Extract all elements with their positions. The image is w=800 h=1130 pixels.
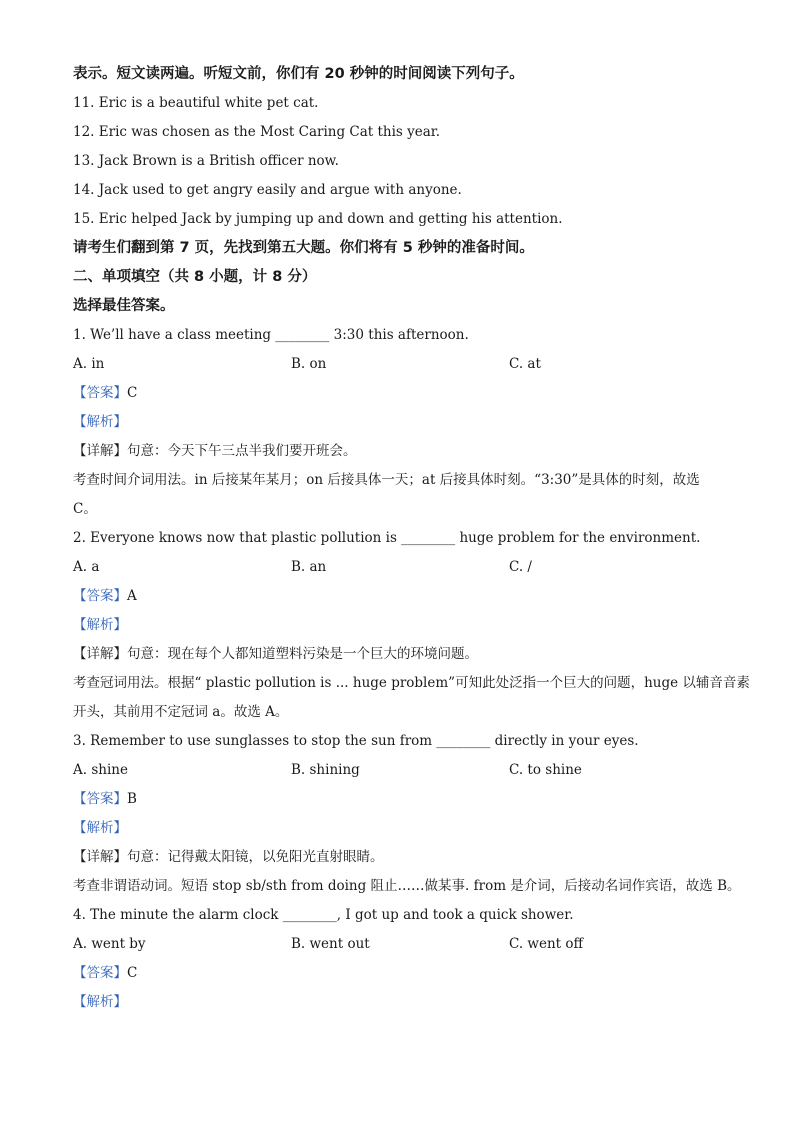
question-1-answer: [73, 379, 733, 408]
section-subheading: 选择最佳答案。: [73, 298, 175, 314]
question-1-analysis: [73, 408, 733, 437]
answer-label: 【答案】: [73, 385, 127, 401]
question-2-analysis: [73, 611, 733, 640]
listening-instruction: 表示。短文读两遍。听短文前，你们有 20 秒钟的时间阅读下列句子。: [73, 66, 524, 82]
question-2-detail: [73, 640, 733, 669]
question-1-detail: [73, 437, 733, 466]
question-1-explanation-cont: C。: [73, 501, 97, 517]
answer-value: C: [127, 965, 138, 981]
question-3-detail: [73, 843, 733, 872]
question-1-options: [73, 350, 733, 379]
question-4-option-a: A. went by: [73, 936, 146, 952]
statement-15: 15. Eric helped Jack by jumping up and down and getting his attention.: [73, 211, 563, 227]
question-4-analysis: [73, 988, 733, 1017]
question-4-option-b: B. went out: [291, 936, 370, 952]
analysis-label: 【解析】: [73, 994, 127, 1010]
question-2-answer: [73, 582, 733, 611]
question-3-explanation: 考查非谓语动词。短语 stop sb/sth from doing 阻止……做某事. from 是介词，后接动名词作宾语，故选 B。: [73, 878, 741, 894]
detail-text: 句意：今天下午三点半我们要开班会。: [127, 443, 357, 459]
detail-label: 【详解】: [73, 443, 127, 459]
question-4-answer: [73, 959, 733, 988]
question-3-analysis: [73, 814, 733, 843]
question-2-option-b: B. an: [291, 559, 327, 575]
statement-14: 14. Jack used to get angry easily and argue with anyone.: [73, 182, 462, 198]
statement-11: 11. Eric is a beautiful white pet cat.: [73, 95, 319, 111]
question-3-option-b: B. shining: [291, 762, 360, 778]
turn-page-instruction: 请考生们翻到第 7 页，先找到第五大题。你们将有 5 秒钟的准备时间。: [73, 240, 534, 256]
section-heading: 二、单项填空（共 8 小题，计 8 分）: [73, 269, 317, 285]
statement-13: 13. Jack Brown is a British officer now.: [73, 153, 339, 169]
question-2-explanation-cont: 开头，其前用不定冠词 a。故选 A。: [73, 704, 289, 720]
answer-value: A: [127, 588, 137, 604]
question-3-stem: 3. Remember to use sunglasses to stop the sun from ________ directly in your eyes.: [73, 733, 639, 749]
question-1-option-b: B. on: [291, 356, 327, 372]
detail-label: 【详解】: [73, 646, 127, 662]
question-1-stem: 1. We’ll have a class meeting ________ 3:30 this afternoon.: [73, 327, 469, 343]
detail-label: 【详解】: [73, 849, 127, 865]
answer-label: 【答案】: [73, 965, 127, 981]
detail-text: 句意：现在每个人都知道塑料污染是一个巨大的环境问题。: [127, 646, 478, 662]
question-4-option-c: C. went off: [509, 936, 584, 952]
question-2-options: [73, 553, 733, 582]
question-1-option-c: C. at: [509, 356, 541, 372]
question-2-option-c: C. /: [509, 559, 532, 575]
answer-value: C: [127, 385, 138, 401]
question-3-option-a: A. shine: [73, 762, 128, 778]
document-page: [73, 60, 750, 1017]
question-1-explanation: 考查时间介词用法。in 后接某年某月；on 后接具体一天；at 后接具体时刻。“3:30”是具体的时刻，故选: [73, 472, 700, 488]
analysis-label: 【解析】: [73, 617, 127, 633]
answer-label: 【答案】: [73, 791, 127, 807]
question-2-option-a: A. a: [73, 559, 100, 575]
question-1-option-a: A. in: [73, 356, 105, 372]
question-3-options: [73, 756, 733, 785]
analysis-label: 【解析】: [73, 414, 127, 430]
answer-label: 【答案】: [73, 588, 127, 604]
detail-text: 句意：记得戴太阳镜，以免阳光直射眼睛。: [127, 849, 384, 865]
analysis-label: 【解析】: [73, 820, 127, 836]
question-2-stem: 2. Everyone knows now that plastic pollution is ________ huge problem for the environment.: [73, 530, 701, 546]
question-3-option-c: C. to shine: [509, 762, 582, 778]
statement-12: 12. Eric was chosen as the Most Caring Cat this year.: [73, 124, 441, 140]
question-2-explanation: 考查冠词用法。根据“ plastic pollution is ... huge problem”可知此处泛指一个巨大的问题，huge 以辅音音素: [73, 675, 750, 691]
answer-value: B: [127, 791, 137, 807]
question-4-stem: 4. The minute the alarm clock ________, I got up and took a quick shower.: [73, 907, 574, 923]
question-4-options: [73, 930, 733, 959]
question-3-answer: [73, 785, 733, 814]
